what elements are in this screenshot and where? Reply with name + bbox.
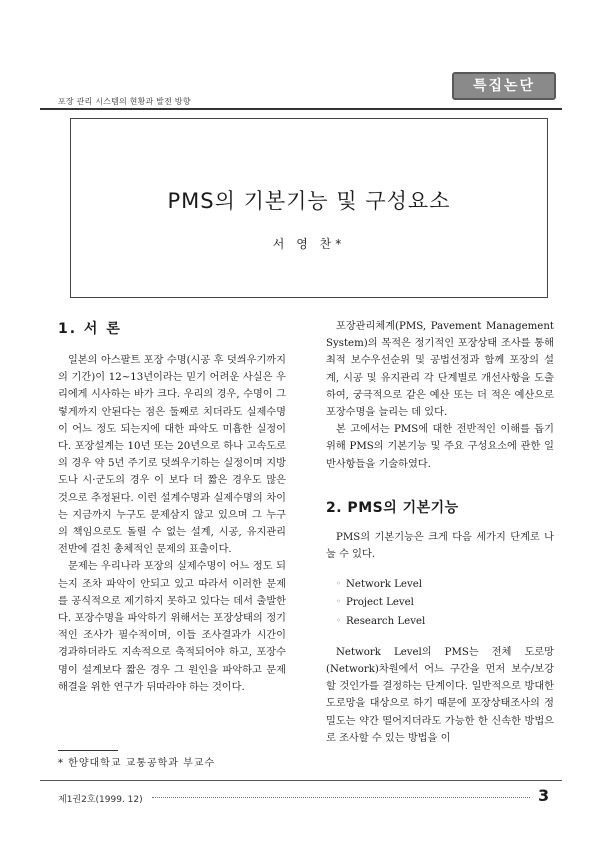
leader-dots bbox=[152, 797, 530, 799]
paragraph: 문제는 우리나라 포장의 실제수명이 어느 정도 되는지 조차 파악이 안되고 있고 따라서 이러한 문제를 공식적으로 제기하지 못하고 있다는 데서 출발한다. 포장수명을 파악하기 위해서는 포장상태의 정기적인 조사가 필수적이며, 이들 조사결과가 시간이 경과하더라도 지속적으로 축적되어야 하고, 포장수명이 설계보다 짧은 경우 그 원인을 파악하고 문제해결을 위한 연구가 뒤따라야 하는 것이다. bbox=[58, 561, 286, 693]
section-heading-pms-functions: 2. PMS의 기본기능 bbox=[326, 499, 459, 516]
list-item bbox=[326, 575, 554, 593]
issue-info: 제1권2호(1999. 12) bbox=[58, 795, 143, 805]
footnote-rule bbox=[58, 750, 118, 751]
section-badge: 특집논단 bbox=[452, 72, 556, 100]
article-title: PMS의 기본기능 및 구성요소 bbox=[167, 189, 451, 213]
paragraph: 포장관리체계(PMS, Pavement Management System)의 목적은 정기적인 포장상태 조사를 통해 최적 보수우선순위 및 공법선정과 함께 포장의 설계, 시공 및 유지관리 각 단계별로 개선사항을 도출하여, 궁극적으로 같은 예산 또는 더 적은 예산으로 포장수명을 늘리는 데 있다. bbox=[326, 321, 554, 419]
list-item bbox=[326, 593, 554, 611]
footnote: * 한양대학교 교통공학과 부교수 bbox=[58, 758, 216, 769]
article-author: 서 영 찬* bbox=[272, 237, 346, 251]
section-heading-introduction: 1. 서 론 bbox=[58, 321, 122, 337]
paragraph: PMS의 기본기능은 크게 다음 세가지 단계로 나눌 수 있다. bbox=[326, 531, 554, 561]
paragraph: Network Level의 PMS는 전체 도로망(Network)차원에서 어느 구간을 먼저 보수/보강 할 것인가를 결정하는 단계이다. 일반적으로 방대한 도로망을 대상으로 하기 때문에 포장상태조사의 정밀도는 약간 떨어지더라도 가능한 한 신속한 방법으로 조사할 수 있는 방법을 이 bbox=[326, 646, 554, 744]
bullet-icon: ◦ bbox=[336, 579, 341, 589]
bullet-icon: ◦ bbox=[336, 597, 341, 607]
list-item-label: Project Level bbox=[346, 597, 414, 609]
paragraph: 본 고에서는 PMS에 대한 전반적인 이해를 돕기 위해 PMS의 기본기능 및 주요 구성요소에 관한 일반사항들을 기술하였다. bbox=[326, 424, 554, 470]
footer-rule bbox=[40, 780, 562, 781]
list-item-label: Research Level bbox=[346, 615, 426, 627]
header-rule bbox=[40, 108, 562, 110]
title-box bbox=[70, 118, 548, 298]
page-number: 3 bbox=[538, 786, 550, 805]
paragraph: 일본의 아스팔트 포장 수명(시공 후 덧씌우기까지의 기간)이 12~13년이라는 믿기 어려운 사실은 우리에게 시사하는 바가 크다. 우리의 경우, 수명이 그렇게까지 안된다는 점은 둘째로 치더라도 실제수명이 어느 정도 되는지에 대한 파악도 미흡한 실정이다. 포장설계는 10년 또는 20년으로 하나 고속도로의 경우 약 5년 주기로 덧씌우기하는 실정이며 지방도나 시·군도의 경우 이 보다 더 짧은 경우도 많은 것으로 추정된다. 이런 설계수명과 실제수명의 차이는 지금까지 누구도 문제삼지 않고 있으며 그 누구의 책임으로도 돌릴 수 없는 설계, 시공, 유지관리 전반에 걸친 총체적인 문제의 표출이다. bbox=[58, 355, 286, 556]
left-column bbox=[58, 318, 286, 696]
bullet-icon: ◦ bbox=[336, 615, 341, 625]
right-column bbox=[326, 318, 554, 747]
list-item-label: Network Level bbox=[346, 579, 423, 591]
running-title: 포장 관리 시스템의 현황과 발전 방향 bbox=[58, 97, 191, 106]
level-list bbox=[326, 575, 554, 630]
list-item bbox=[326, 612, 554, 630]
